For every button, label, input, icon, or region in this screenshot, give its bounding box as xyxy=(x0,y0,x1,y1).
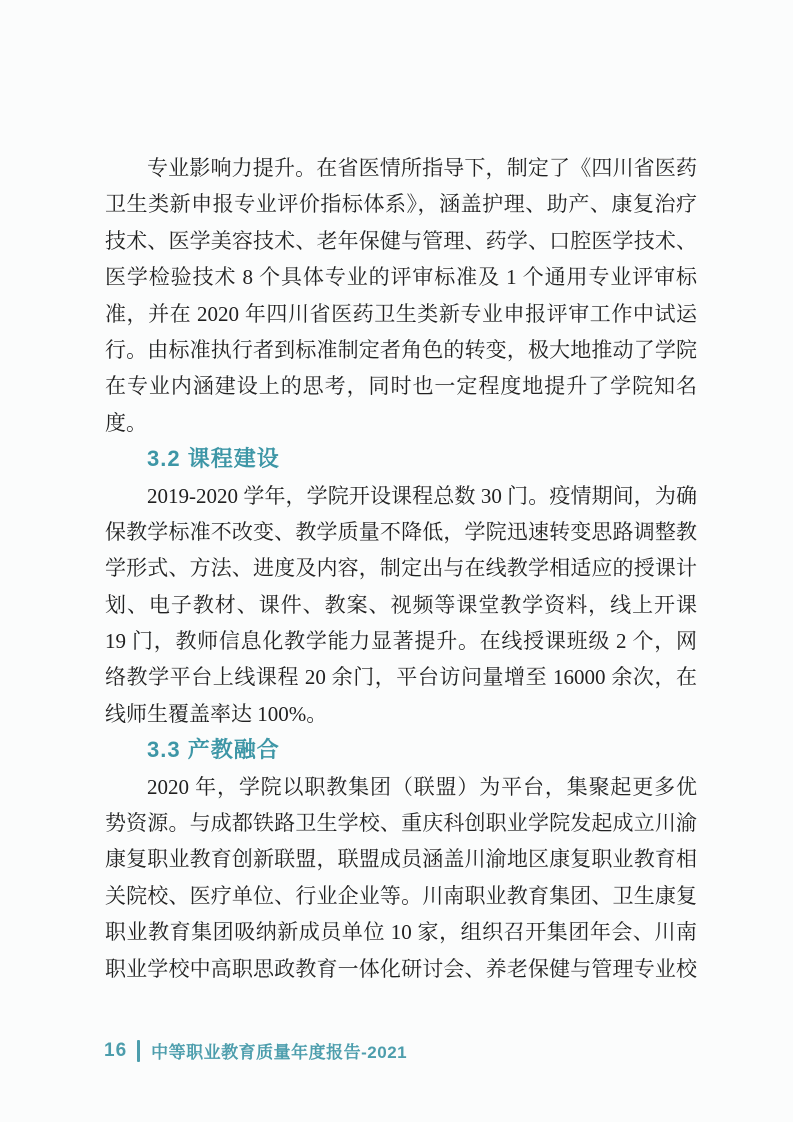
text-line: 康复职业教育创新联盟，联盟成员涵盖川渝地区康复职业教育相 xyxy=(105,847,697,872)
text-line: 在专业内涵建设上的思考，同时也一定程度地提升了学院知名 xyxy=(105,374,697,399)
text-line: 19 门，教师信息化教学能力显著提升。在线授课班级 2 个，网 xyxy=(105,629,697,654)
text-line: 度。 xyxy=(105,410,147,435)
text-line: 医学检验技术 8 个具体专业的评审标准及 1 个通用专业评审标 xyxy=(105,265,697,290)
text-line: 学形式、方法、进度及内容，制定出与在线教学相适应的授课计 xyxy=(105,556,697,581)
page-footer xyxy=(104,1038,407,1063)
footer-report-title: 中等职业教育质量年度报告-2021 xyxy=(151,1043,408,1062)
text-line: 2019-2020 学年，学院开设课程总数 30 门。疫情期间，为确 xyxy=(147,483,697,508)
text-line: 2020 年，学院以职教集团（联盟）为平台，集聚起更多优 xyxy=(147,774,697,799)
section-heading-3-2: 3.2 课程建设 xyxy=(147,446,280,472)
text-line: 技术、医学美容技术、老年保健与管理、药学、口腔医学技术、 xyxy=(105,228,697,253)
text-line: 职业学校中高职思政教育一体化研讨会、养老保健与管理专业校 xyxy=(105,956,697,981)
section-heading-3-3: 3.3 产教融合 xyxy=(147,737,280,763)
text-line: 专业影响力提升。在省医情所指导下，制定了《四川省医药 xyxy=(147,156,697,180)
paragraph-industry-education xyxy=(105,769,697,987)
paragraph-course-construction xyxy=(105,478,697,733)
footer-divider xyxy=(137,1040,140,1062)
text-line: 划、电子教材、课件、教案、视频等课堂教学资料，线上开课 xyxy=(105,592,697,617)
text-line: 准，并在 2020 年四川省医药卫生类新专业申报评审工作中试运 xyxy=(105,301,697,326)
text-line: 势资源。与成都铁路卫生学校、重庆科创职业学院发起成立川渝 xyxy=(105,811,697,836)
text-line: 保教学标准不改变、教学质量不降低，学院迅速转变思路调整教 xyxy=(105,519,697,544)
text-line: 行。由标准执行者到标准制定者角色的转变，极大地推动了学院 xyxy=(105,337,697,362)
text-line: 关院校、医疗单位、行业企业等。川南职业教育集团、卫生康复 xyxy=(105,883,697,908)
text-line: 络教学平台上线课程 20 余门，平台访问量增至 16000 余次，在 xyxy=(105,665,697,690)
text-line: 线师生覆盖率达 100%。 xyxy=(105,701,328,726)
paragraph-professional-influence xyxy=(105,150,697,441)
text-line: 职业教育集团吸纳新成员单位 10 家，组织召开集团年会、川南 xyxy=(105,920,697,945)
page-number: 16 xyxy=(104,1039,128,1061)
text-line: 卫生类新申报专业评价指标体系》，涵盖护理、助产、康复治疗 xyxy=(105,192,697,217)
page-content xyxy=(105,150,697,987)
